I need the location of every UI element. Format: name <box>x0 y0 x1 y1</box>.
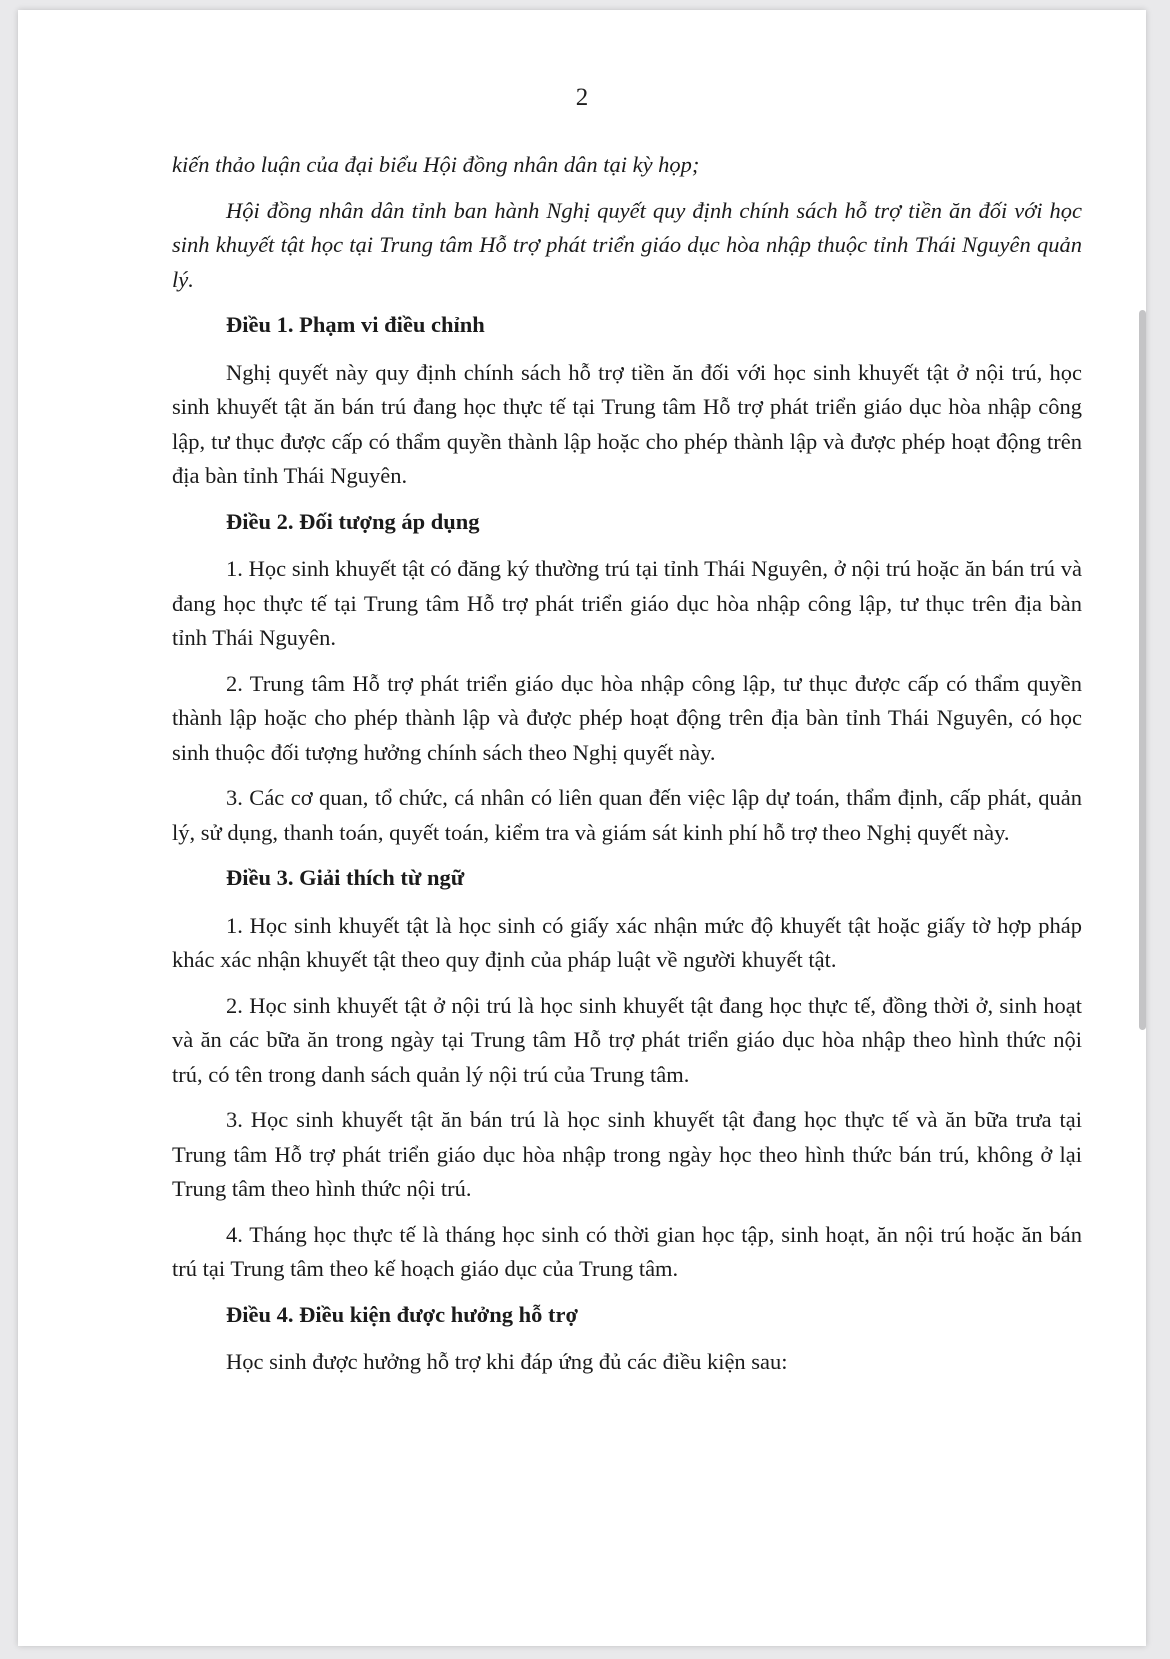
article-2-clause-2: 2. Trung tâm Hỗ trợ phát triển giáo dục hòa nhập công lập, tư thục được cấp có thẩm quyền thành lập hoặc cho phép thành lập và được phép hoạt động trên địa bàn tỉnh Thái Nguyên, có học sinh thuộc đối tượng hưởng chính sách theo Nghị quyết này. <box>172 670 1082 765</box>
document-page <box>18 10 1146 1646</box>
article-3-clause-2: 2. Học sinh khuyết tật ở nội trú là học sinh khuyết tật đang học thực tế, đồng thời ở, sinh hoạt và ăn các bữa ăn trong ngày tại Trung tâm Hỗ trợ phát triển giáo dục hòa nhập theo hình thức nội trú, có tên trong danh sách quản lý nội trú của Trung tâm. <box>172 992 1082 1087</box>
page-number: 2 <box>575 84 589 111</box>
article-2-heading: Điều 2. Đối tượng áp dụng <box>226 508 480 534</box>
article-3-heading: Điều 3. Giải thích từ ngữ <box>226 865 465 890</box>
article-3-clause-4: 4. Tháng học thực tế là tháng học sinh có thời gian học tập, sinh hoạt, ăn nội trú hoặc ăn bán trú tại Trung tâm theo kế hoạch giáo dục của Trung tâm. <box>172 1221 1082 1281</box>
article-1-body: Nghị quyết này quy định chính sách hỗ trợ tiền ăn đối với học sinh khuyết tật ở nội trú, học sinh khuyết tật ăn bán trú đang học thực tế tại Trung tâm Hỗ trợ phát triển giáo dục hòa nhập công lập, tư thục được cấp có thẩm quyền thành lập hoặc cho phép thành lập và được phép hoạt động trên địa bàn tỉnh Thái Nguyên. <box>172 359 1082 488</box>
article-2-clause-1: 1. Học sinh khuyết tật có đăng ký thường trú tại tỉnh Thái Nguyên, ở nội trú hoặc ăn bán trú và đang học thực tế tại Trung tâm Hỗ trợ phát triển giáo dục hòa nhập công lập, tư thục trên địa bàn tỉnh Thái Nguyên. <box>172 556 1082 650</box>
vertical-scrollbar[interactable] <box>1139 310 1146 1030</box>
preamble-decision: Hội đồng nhân dân tỉnh ban hành Nghị quyết quy định chính sách hỗ trợ tiền ăn đối với học sinh khuyết tật học tại Trung tâm Hỗ trợ phát triển giáo dục hòa nhập thuộc tỉnh Thái Nguyên quản lý. <box>172 197 1082 292</box>
document-body <box>172 148 1082 1391</box>
article-3-clause-3: 3. Học sinh khuyết tật ăn bán trú là học sinh khuyết tật đang học thực tế và ăn bữa trưa tại Trung tâm Hỗ trợ phát triển giáo dục hòa nhập trong ngày học theo hình thức bán trú, không ở lại Trung tâm theo hình thức nội trú. <box>172 1107 1082 1201</box>
article-3-clause-1: 1. Học sinh khuyết tật là học sinh có giấy xác nhận mức độ khuyết tật hoặc giấy tờ hợp pháp khác xác nhận khuyết tật theo quy định của pháp luật về người khuyết tật. <box>172 912 1082 972</box>
article-4-heading: Điều 4. Điều kiện được hưởng hỗ trợ <box>226 1301 578 1327</box>
article-2-clause-3: 3. Các cơ quan, tổ chức, cá nhân có liên quan đến việc lập dự toán, thẩm định, cấp phát, quản lý, sử dụng, thanh toán, quyết toán, kiểm tra và giám sát kinh phí hỗ trợ theo Nghị quyết này. <box>172 785 1082 845</box>
article-4-intro: Học sinh được hưởng hỗ trợ khi đáp ứng đủ các điều kiện sau: <box>226 1349 788 1374</box>
preamble-continuation: kiến thảo luận của đại biểu Hội đồng nhân dân tại kỳ họp; <box>172 152 700 177</box>
article-1-heading: Điều 1. Phạm vi điều chỉnh <box>226 312 485 337</box>
